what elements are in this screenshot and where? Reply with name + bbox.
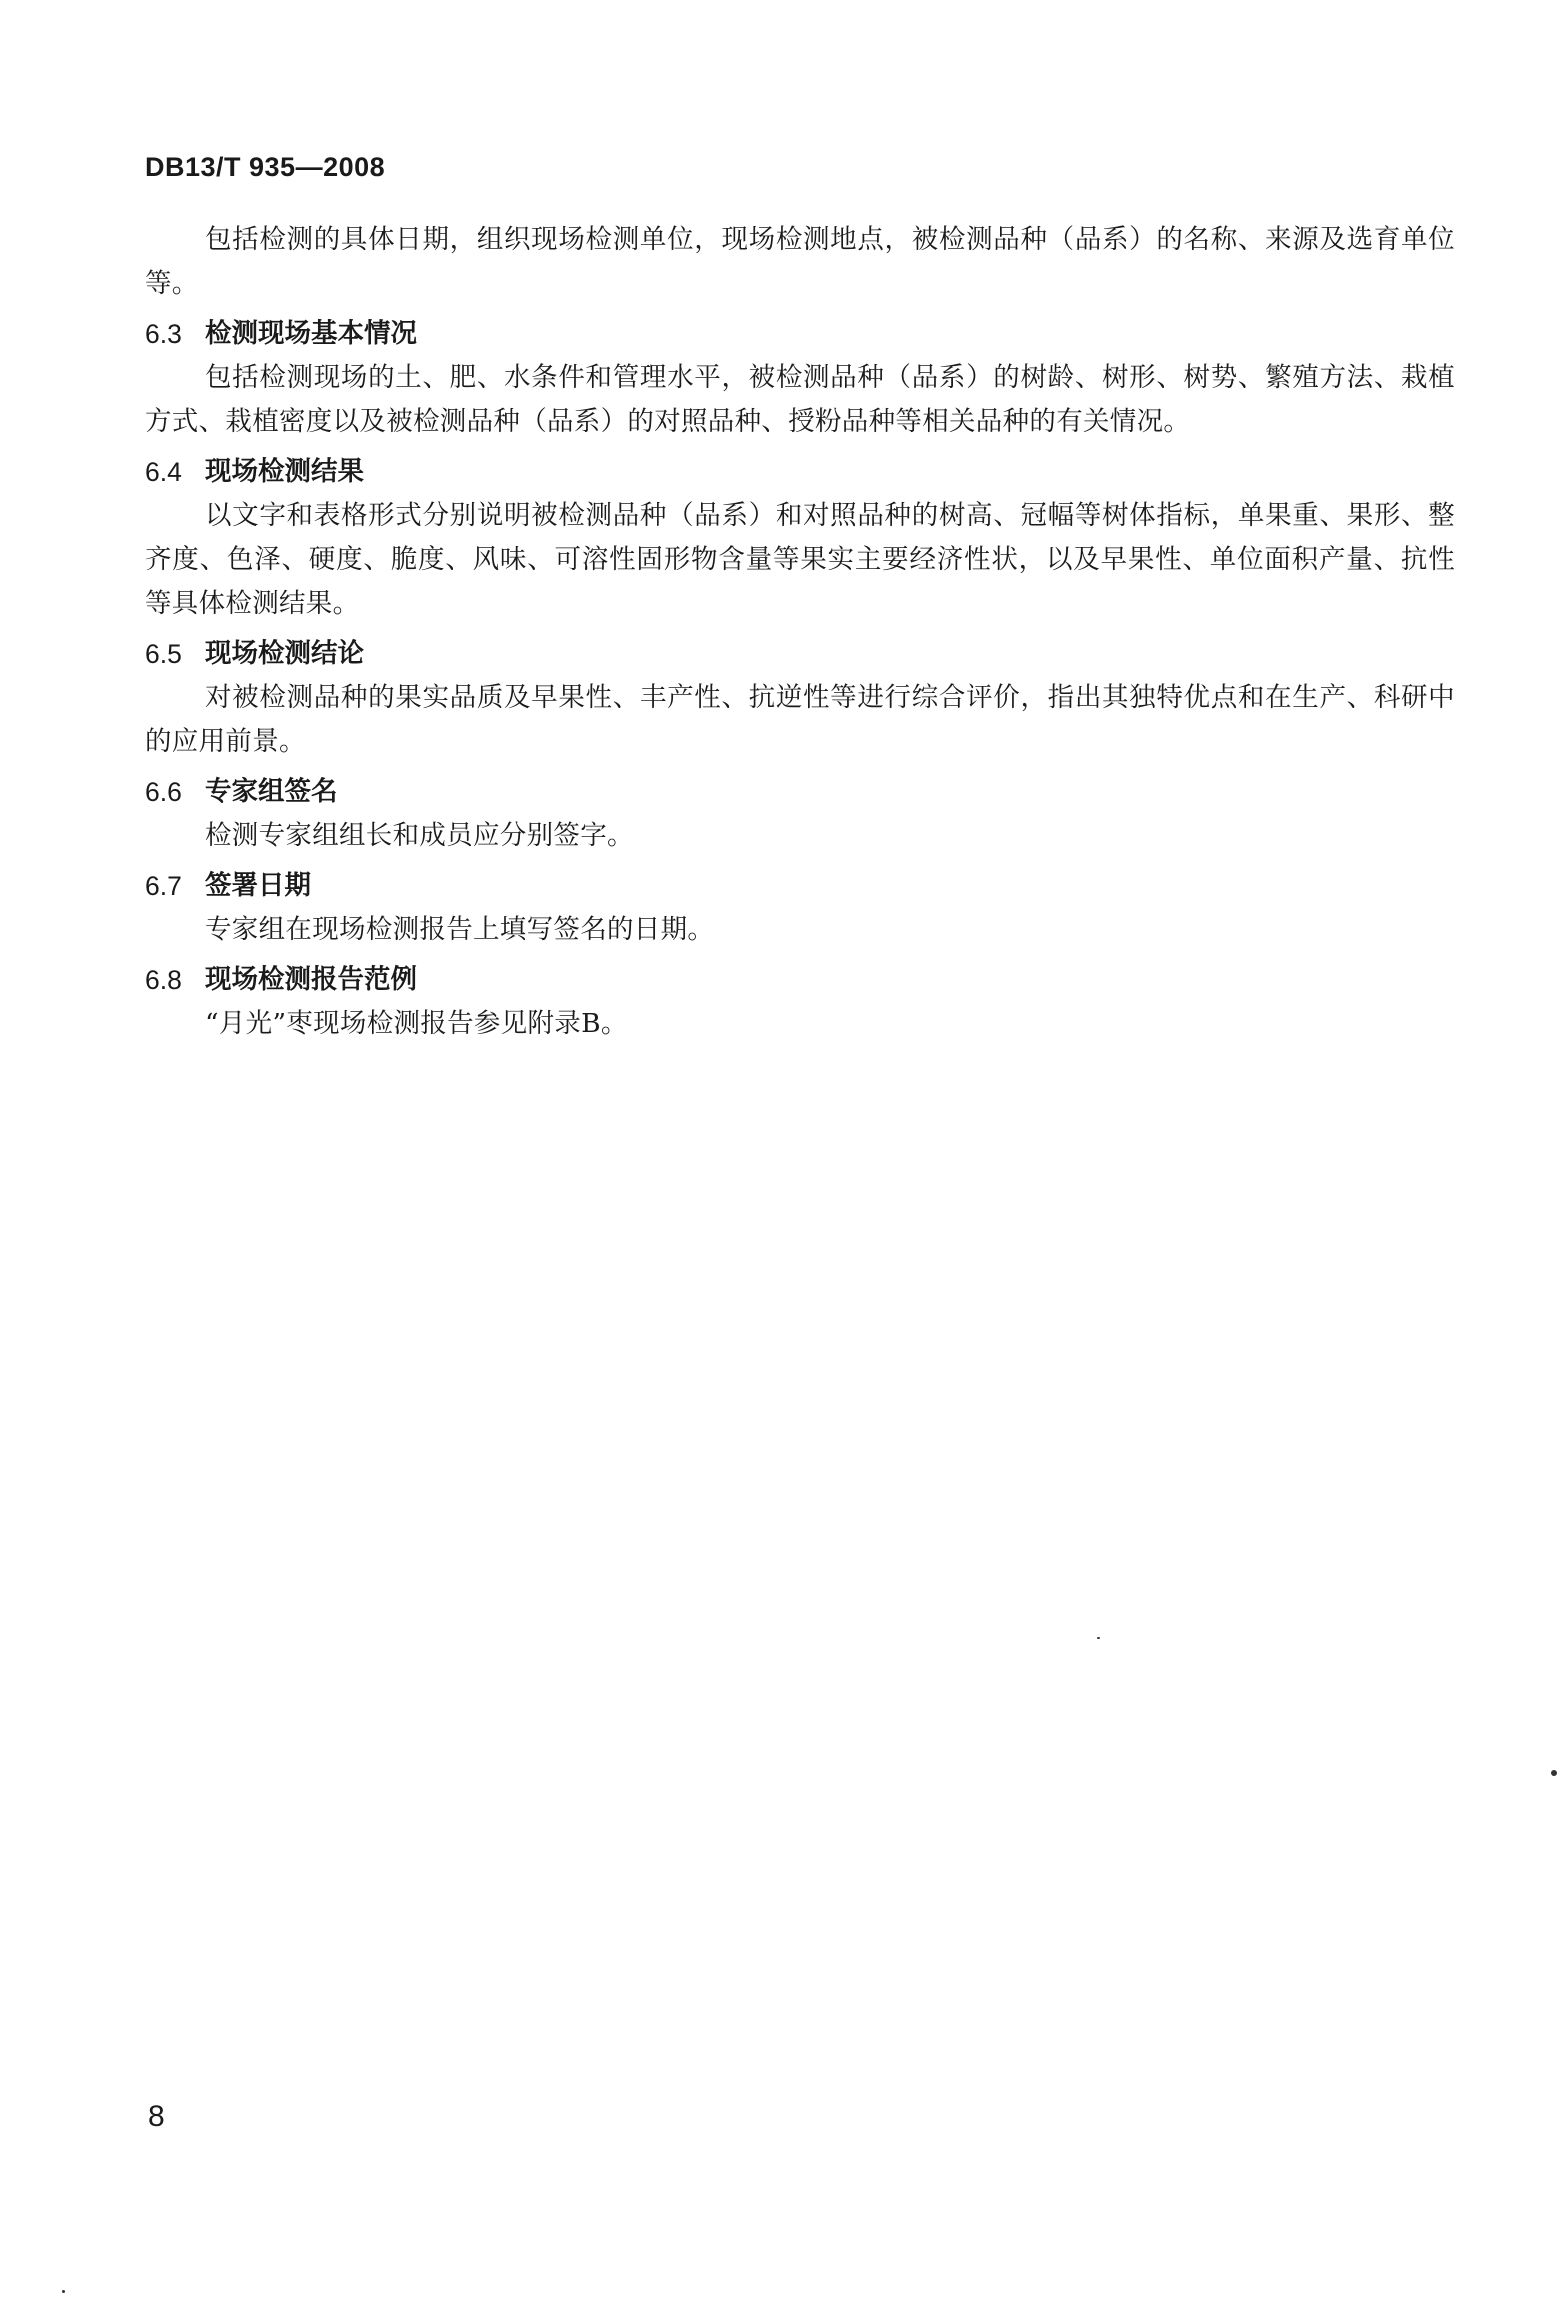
section-heading-6-4: [145, 450, 1455, 494]
section-number: 6.4: [145, 457, 182, 487]
section-number: 6.7: [145, 871, 182, 901]
section-body-6-6: 检测专家组组长和成员应分别签字。: [205, 820, 634, 851]
section-heading-6-7: [145, 864, 1455, 908]
document-code: DB13/T 935—2008: [145, 152, 386, 182]
section-number: 6.6: [145, 777, 182, 807]
section-number: 6.3: [145, 319, 182, 349]
section-heading-6-8: [145, 958, 1455, 1002]
section-title: 现场检测结论: [205, 638, 364, 669]
scan-speck: [1551, 1770, 1557, 1776]
document-body: [145, 218, 1455, 1046]
section-body-6-7: 专家组在现场检测报告上填写签名的日期。: [205, 914, 715, 945]
section-body-6-5: 对被检测品种的果实品质及早果性、丰产性、抗逆性等进行综合评价，指出其独特优点和在生产、科研中的应用前景。: [145, 682, 1455, 757]
section-body-6-4: 以文字和表格形式分别说明被检测品种（品系）和对照品种的树高、冠幅等树体指标，单果重、果形、整齐度、色泽、硬度、脆度、风味、可溶性固形物含量等果实主要经济性状，以及早果性、单位面积产量、抗性等具体检测结果。: [145, 500, 1455, 619]
section-title: 签署日期: [205, 870, 311, 901]
section-body-6-3: 包括检测现场的土、肥、水条件和管理水平，被检测品种（品系）的树龄、树形、树势、繁殖方法、栽植方式、栽植密度以及被检测品种（品系）的对照品种、授粉品种等相关品种的有关情况。: [145, 362, 1455, 437]
section-title: 专家组签名: [205, 776, 338, 807]
section-title: 检测现场基本情况: [205, 318, 417, 349]
section-number: 6.5: [145, 639, 182, 669]
section-number: 6.8: [145, 965, 182, 995]
section-heading-6-5: [145, 632, 1455, 676]
page-number: 8: [148, 2100, 165, 2133]
section-heading-6-6: [145, 770, 1455, 814]
section-body-6-8: “月光”枣现场检测报告参见附录B。: [205, 1008, 628, 1039]
section-title: 现场检测报告范例: [205, 964, 417, 995]
section-heading-6-3: [145, 312, 1455, 356]
intro-paragraph: 包括检测的具体日期，组织现场检测单位，现场检测地点，被检测品种（品系）的名称、来源及选育单位等。: [145, 224, 1455, 299]
section-title: 现场检测结果: [205, 456, 364, 487]
scan-speck: [62, 2290, 65, 2293]
scan-speck: [1097, 1637, 1100, 1639]
